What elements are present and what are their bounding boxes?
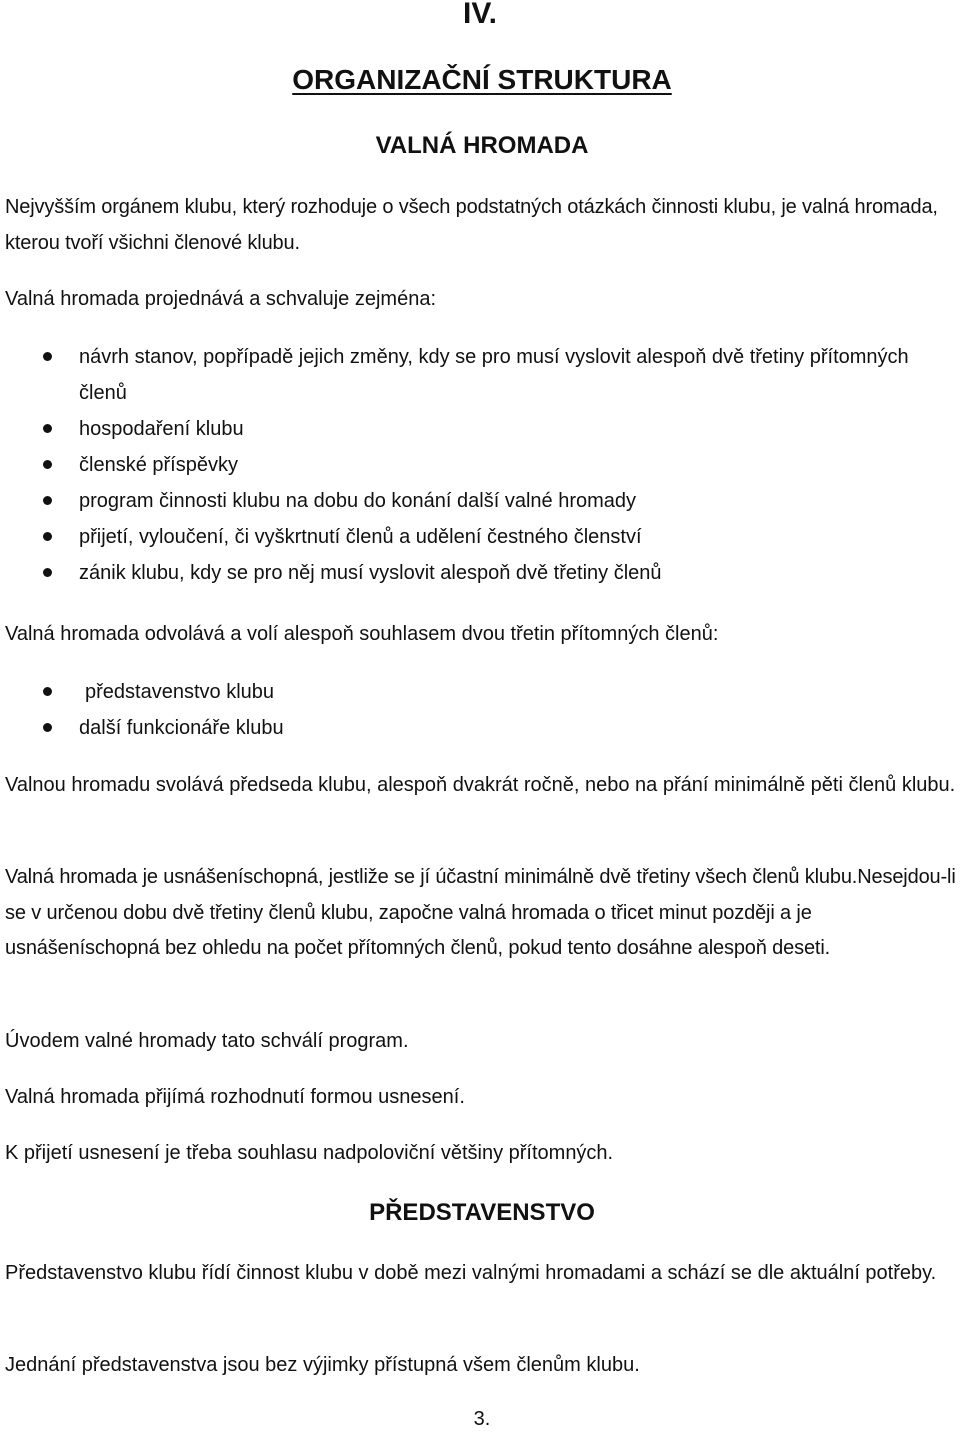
bullet-icon	[43, 568, 52, 577]
list-item-text: představenstvo klubu	[85, 681, 275, 703]
list-item-text: další funkcionáře klubu	[79, 717, 284, 739]
list-item	[0, 519, 960, 555]
intro-paragraph: Nejvyšším orgánem klubu, který rozhoduje o všech podstatných otázkách činnosti klubu, je valná hromada, kterou tvoří všichni členové klubu.	[5, 196, 938, 254]
list-item	[0, 339, 960, 411]
list-item	[0, 447, 960, 483]
section-heading-predstavenstvo: PŘEDSTAVENSTVO	[369, 1199, 595, 1226]
program-paragraph: Úvodem valné hromady tato schválí program.	[5, 1030, 409, 1052]
approves-intro-paragraph: Valná hromada projednává a schvaluje zejména:	[5, 288, 437, 310]
board-paragraph: Představenstvo klubu řídí činnost klubu v době mezi valnými hromadami a schází se dle aktuální potřeby.	[5, 1262, 937, 1284]
bullet-icon	[43, 723, 52, 732]
list-item-text: členské příspěvky	[79, 454, 238, 476]
section-heading-valna-hromada: VALNÁ HROMADA	[375, 132, 589, 159]
list-item	[0, 674, 960, 710]
bullet-icon	[43, 460, 52, 469]
list-item-text: návrh stanov, popřípadě jejich změny, kdy se pro musí vyslovit alespoň dvě třetiny přítomných členů	[79, 346, 909, 404]
list-item-text: zánik klubu, kdy se pro něj musí vyslovit alespoň dvě třetiny členů	[79, 562, 662, 584]
elects-list	[0, 674, 960, 746]
quorum-paragraph: Valná hromada je usnášeníschopná, jestliže se jí účastní minimálně dvě třetiny všech členů klubu.Nesejdou-li se v určenou dobu dvě třetiny členů klubu, započne valná hromada o třicet minut později a je usnášeníschopná bez ohledu na počet přítomných členů, pokud tento dosáhne alespoň deseti.	[5, 866, 956, 959]
resolutions-paragraph: Valná hromada přijímá rozhodnutí formou usnesení.	[5, 1086, 465, 1108]
page-title: ORGANIZAČNÍ STRUKTURA	[292, 64, 672, 95]
list-item	[0, 411, 960, 447]
list-item	[0, 710, 960, 746]
bullet-icon	[43, 352, 52, 361]
list-item	[0, 483, 960, 519]
convening-paragraph: Valnou hromadu svolává předseda klubu, alespoň dvakrát ročně, nebo na přání minimálně pěti členů klubu.	[5, 774, 956, 796]
board-access-paragraph: Jednání představenstva jsou bez výjimky přístupná všem členům klubu.	[5, 1354, 640, 1376]
bullet-icon	[43, 424, 52, 433]
page-number: 3.	[473, 1408, 491, 1430]
bullet-icon	[43, 496, 52, 505]
bullet-icon	[43, 687, 52, 696]
majority-paragraph: K přijetí usnesení je třeba souhlasu nadpoloviční většiny přítomných.	[5, 1142, 614, 1164]
list-item	[0, 555, 960, 591]
elects-intro-paragraph: Valná hromada odvolává a volí alespoň souhlasem dvou třetin přítomných členů:	[5, 623, 719, 645]
list-item-text: program činnosti klubu na dobu do konání další valné hromady	[79, 490, 637, 512]
approves-list	[0, 339, 960, 591]
bullet-icon	[43, 532, 52, 541]
chapter-number: IV.	[463, 0, 497, 30]
list-item-text: hospodaření klubu	[79, 418, 244, 440]
list-item-text: přijetí, vyloučení, či vyškrtnutí členů a udělení čestného členství	[79, 526, 642, 548]
